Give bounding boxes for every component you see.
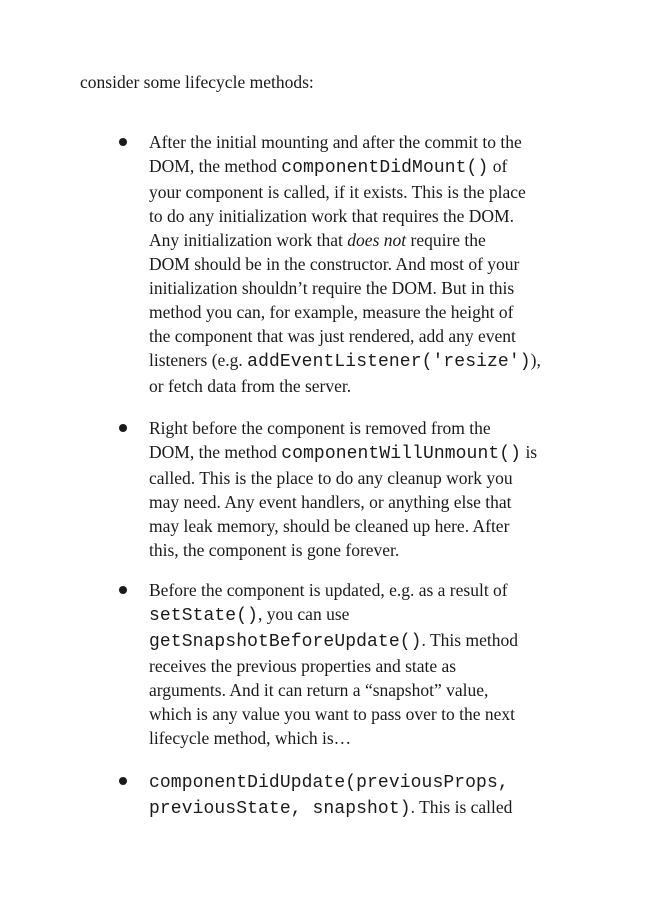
text-line: may need. Any event handlers, or anything else that <box>149 492 512 512</box>
intro-paragraph: consider some lifecycle methods: <box>80 72 314 92</box>
bullet-item-component-will-unmount <box>149 416 589 562</box>
text-line: listeners (e.g. addEventListener('resize')), <box>149 350 541 372</box>
text-line <box>149 769 589 795</box>
bullet-dot-icon <box>119 424 127 432</box>
text-line: or fetch data from the server. <box>149 376 352 396</box>
text-line: the component that was just rendered, add any event <box>149 326 516 346</box>
text-line: previousState, snapshot). This is called <box>149 797 513 819</box>
text-line: Before the component is updated, e.g. as a result of <box>149 580 508 600</box>
inline-code: previousState, snapshot) <box>149 799 411 819</box>
text-line: receives the previous properties and state as <box>149 656 457 676</box>
text-line: called. This is the place to do any cleanup work you <box>149 468 513 488</box>
inline-code: setState() <box>149 606 259 626</box>
text-line: to do any initialization work that requires the DOM. <box>149 206 514 226</box>
inline-code: componentWillUnmount() <box>281 444 522 464</box>
text-line: DOM, the method componentWillUnmount() is <box>149 442 538 464</box>
bullet-item-component-did-update <box>149 769 589 821</box>
text-line: Any initialization work that does not require the <box>149 230 486 250</box>
bullet-dot-icon <box>119 138 127 146</box>
emphasis-text: does not <box>347 230 407 250</box>
text-line: method you can, for example, measure the height of <box>149 302 514 322</box>
inline-code: getSnapshotBeforeUpdate() <box>149 632 422 652</box>
bullet-text <box>149 416 589 562</box>
text-line: DOM, the method componentDidMount() of <box>149 156 508 178</box>
text-line: which is any value you want to pass over to the next <box>149 704 515 724</box>
text-line: arguments. And it can return a “snapshot” value, <box>149 680 489 700</box>
bullet-item-component-did-mount <box>149 130 589 398</box>
bullet-text <box>149 578 589 750</box>
inline-code: componentDidUpdate(previousProps, <box>149 773 509 793</box>
text-line: your component is called, if it exists. This is the place <box>149 182 526 202</box>
text-line: Right before the component is removed from the <box>149 418 491 438</box>
bullet-item-get-snapshot-before-update <box>149 578 589 750</box>
bullet-dot-icon <box>119 777 127 785</box>
text-line: lifecycle method, which is… <box>149 728 352 748</box>
text-line: may leak memory, should be cleaned up here. After <box>149 516 510 536</box>
bullet-text <box>149 130 589 398</box>
text-line: After the initial mounting and after the commit to the <box>149 132 522 152</box>
text-line: initialization shouldn’t require the DOM. But in this <box>149 278 515 298</box>
text-line: this, the component is gone forever. <box>149 540 400 560</box>
inline-code: componentDidMount() <box>281 158 489 178</box>
bullet-dot-icon <box>119 586 127 594</box>
bullet-text <box>149 769 589 821</box>
text-line: DOM should be in the constructor. And most of your <box>149 254 520 274</box>
inline-code: addEventListener('resize') <box>247 352 531 372</box>
text-line: setState(), you can use <box>149 604 350 626</box>
text-line: getSnapshotBeforeUpdate(). This method <box>149 630 518 652</box>
